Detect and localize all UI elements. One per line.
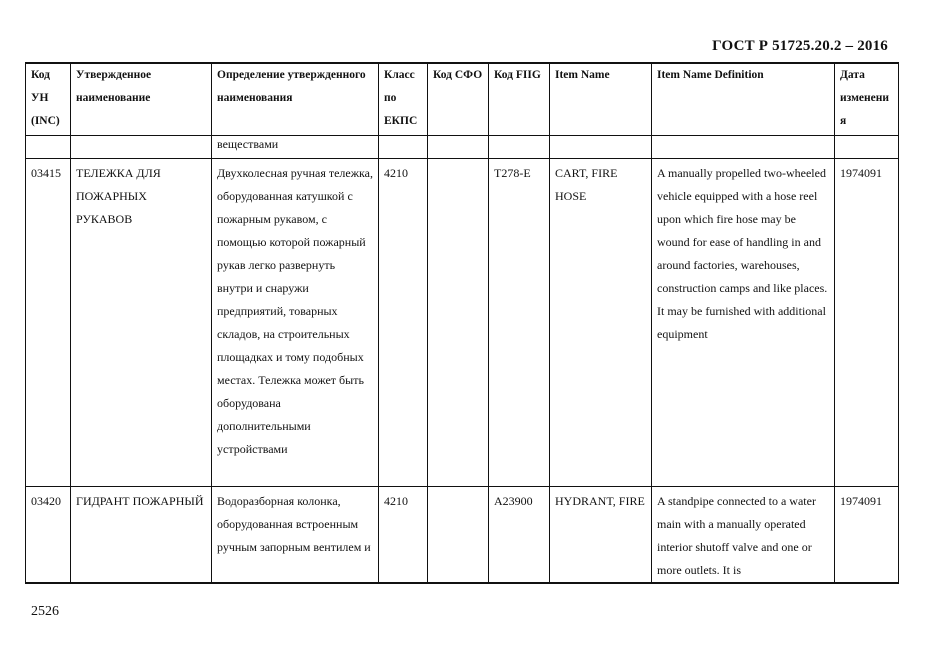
cell-item-definition: A standpipe connected to a water main with a manually operated interior shutoff valve and one or more outlets. It is [652,487,835,584]
cell-code: 03420 [26,487,71,584]
cell-item-name: CART, FIRE HOSE [550,159,652,487]
cell-definition: Двухколесная ручная тележка, оборудованная катушкой с пожарным рукавом, с помощью которой пожарный рукав легко развернуть внутри и снаружи предприятий, товарных складов, на строительных площадках и тому подобных местах. Тележка может быть оборудована дополнительными устройствами [212,159,379,487]
cell-class: 4210 [379,159,428,487]
column-header-item-name: Item Name [550,63,652,136]
cell-approved-name: ТЕЛЕЖКА ДЛЯ ПОЖАРНЫХ РУКАВОВ [71,159,212,487]
cell-item-name: HYDRANT, FIRE [550,487,652,584]
document-standard-number: ГОСТ Р 51725.20.2 – 2016 [712,38,888,54]
column-header-date: Дата изменения [835,63,899,136]
classification-table [25,62,899,584]
column-header-definition: Определение утвержденного наименования [212,63,379,136]
continuation-row [26,136,899,159]
table-header-row [26,63,899,136]
cell-date: 1974091 [835,487,899,584]
table-row [26,159,899,487]
table-row [26,487,899,584]
cell-fiig: A23900 [489,487,550,584]
cell-class: 4210 [379,487,428,584]
continuation-definition: веществами [212,136,379,159]
cell-date: 1974091 [835,159,899,487]
column-header-item-definition: Item Name Definition [652,63,835,136]
cell-definition: Водоразборная колонка, оборудованная встроенным ручным запорным вентилем и [212,487,379,584]
column-header-code: Код УН (INC) [26,63,71,136]
cell-approved-name: ГИДРАНТ ПОЖАРНЫЙ [71,487,212,584]
cell-code: 03415 [26,159,71,487]
cell-sfo [428,159,489,487]
column-header-sfo: Код СФО [428,63,489,136]
cell-sfo [428,487,489,584]
column-header-approved-name: Утвержденное наименование [71,63,212,136]
cell-item-definition: A manually propelled two-wheeled vehicle equipped with a hose reel upon which fire hose may be wound for ease of handling in and around factories, warehouses, construction camps and like places. It may be furnished with additional equipment [652,159,835,487]
page-number: 2526 [31,604,59,619]
column-header-fiig: Код FIIG [489,63,550,136]
cell-fiig: T278-E [489,159,550,487]
column-header-class: Класс по ЕКПС [379,63,428,136]
